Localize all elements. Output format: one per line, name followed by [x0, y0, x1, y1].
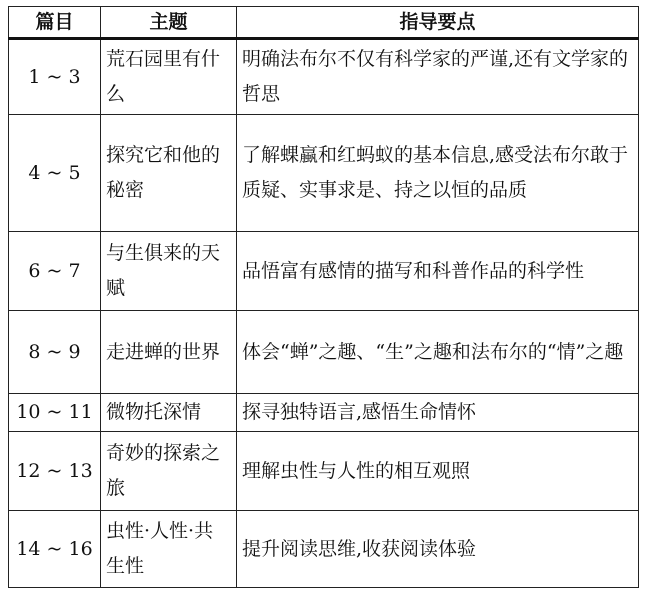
table-row: [9, 394, 639, 432]
table-header: [9, 7, 639, 39]
topic-cell: 微物托深情: [101, 394, 237, 432]
topic-cell: 虫性·人性·共生性: [101, 511, 237, 588]
table-row: [9, 311, 639, 394]
key-points-cell: 明确法布尔不仅有科学家的严谨,还有文学家的哲思: [237, 39, 639, 115]
key-points-cell: 体会“蝉”之趣、“生”之趣和法布尔的“情”之趣: [237, 311, 639, 394]
chapter-range: 1 ~ 3: [9, 39, 101, 115]
topic-cell: 荒石园里有什么: [101, 39, 237, 115]
key-points-cell: 理解虫性与人性的相互观照: [237, 432, 639, 511]
chapter-range: 14 ~ 16: [9, 511, 101, 588]
key-points-cell: 提升阅读思维,收获阅读体验: [237, 511, 639, 588]
topic-cell: 奇妙的探索之旅: [101, 432, 237, 511]
topic-cell: 与生俱来的天赋: [101, 232, 237, 311]
key-points-cell: 了解蜾蠃和红蚂蚁的基本信息,感受法布尔敢于质疑、实事求是、持之以恒的品质: [237, 115, 639, 232]
chapter-range: 8 ~ 9: [9, 311, 101, 394]
key-points-cell: 品悟富有感情的描写和科普作品的科学性: [237, 232, 639, 311]
chapter-range: 10 ~ 11: [9, 394, 101, 432]
header-key-points: 指导要点: [237, 7, 639, 39]
table-row: [9, 115, 639, 232]
table-body: [9, 39, 639, 588]
chapter-range: 6 ~ 7: [9, 232, 101, 311]
chapter-range: 4 ~ 5: [9, 115, 101, 232]
header-chapter: 篇目: [9, 7, 101, 39]
table-row: [9, 232, 639, 311]
chapter-range: 12 ~ 13: [9, 432, 101, 511]
key-points-cell: 探寻独特语言,感悟生命情怀: [237, 394, 639, 432]
table-row: [9, 39, 639, 115]
reading-guide-table: [8, 6, 639, 588]
table-row: [9, 432, 639, 511]
header-row: [9, 7, 639, 39]
topic-cell: 探究它和他的秘密: [101, 115, 237, 232]
header-topic: 主题: [101, 7, 237, 39]
topic-cell: 走进蝉的世界: [101, 311, 237, 394]
table-row: [9, 511, 639, 588]
